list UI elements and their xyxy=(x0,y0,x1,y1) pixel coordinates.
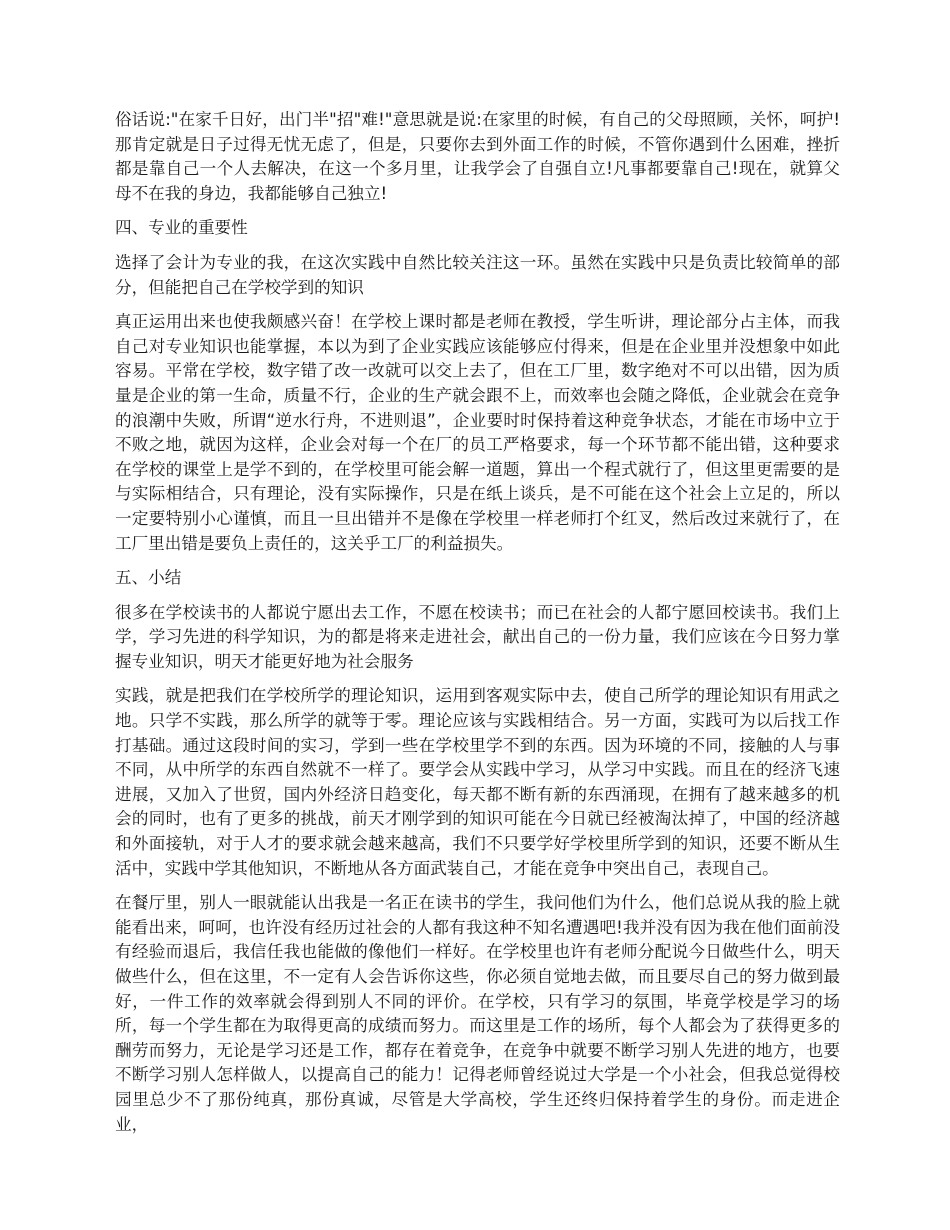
paragraph-summary-1: 很多在学校读书的人都说宁愿出去工作，不愿在校读书；而已在社会的人都宁愿回校读书。我们上学，学习先进的科学知识，为的都是将来走进社会，献出自己的一份力量，我们应该在今日努力掌握专业知识，明天才能更好地为社会服务 xyxy=(115,602,840,671)
paragraph-practice-details: 真正运用出来也使我颇感兴奋！在学校上课时都是老师在教授，学生听讲，理论部分占主体，而我自己对专业知识也能掌握，本以为到了企业实践应该能够应付得来，但是在企业里并没想象中如此容易。平常在学校，数字错了改一改就可以交上去了，但在工厂里，数字绝对不可以出错，因为质量是企业的第一生命，质量不行，企业的生产就会跟不上，而效率也会随之降低，企业就会在竞争的浪潮中失败，所谓“逆水行舟，不进则退”，企业要时时保持着这种竞争状态，才能在市场中立于不败之地，就因为这样，企业会对每一个在厂的员工严格要求，每一个环节都不能出错，这种要求在学校的课堂上是学不到的，在学校里可能会解一道题，算出一个程式就行了，但这里更需要的是与实际相结合，只有理论，没有实际操作，只是在纸上谈兵，是不可能在这个社会上立足的，所以一定要特别小心谨慎，而且一旦出错并不是像在学校里一样老师打个红叉，然后改过来就行了，在工厂里出错是要负上责任的，这关乎工厂的利益损失。 xyxy=(115,312,840,553)
section-heading-5: 五、小结 xyxy=(115,568,182,588)
paragraph-major-choice: 选择了会计为专业的我，在这次实践中自然比较关注这一环。虽然在实践中只是负责比较简单的部分，但能把自己在学校学到的知识 xyxy=(115,252,840,297)
document-body xyxy=(115,108,840,1147)
paragraph-intro: 俗话说:"在家千日好，出门半"招"难!"意思就是说:在家里的时候，有自己的父母照顾，关怀，呵护!那肯定就是日子过得无忧无虑了，但是，只要你去到外面工作的时候，不管你遇到什么困难，挫折都是靠自己一个人去解决，在这一个多月里，让我学会了自强自立!凡事都要靠自己!现在，就算父母不在我的身边，我都能够自己独立! xyxy=(115,110,840,203)
section-heading-4: 四、专业的重要性 xyxy=(115,218,248,238)
paragraph-summary-3: 在餐厅里，别人一眼就能认出我是一名正在读书的学生，我问他们为什么，他们总说从我的脸上就能看出来，呵呵，也许没有经历过社会的人都有我这种不知名遭遇吧!我并没有因为我在他们面前没有经验而退后，我信任我也能做的像他们一样好。在学校里也许有老师分配说今日做些什么，明天做些什么，但在这里，不一定有人会告诉你这些，你必须自觉地去做，而且要尽自己的努力做到最好，一件工作的效率就会得到别人不同的评价。在学校，只有学习的氛围，毕竟学校是学习的场所，每一个学生都在为取得更高的成绩而努力。而这里是工作的场所，每个人都会为了获得更多的酬劳而努力，无论是学习还是工作，都存在着竞争，在竞争中就要不断学习别人先进的地方，也要不断学习别人怎样做人，以提高自己的能力！记得老师曾经说过大学是一个小社会，但我总觉得校园里总少不了那份纯真，那份真诚，尽管是大学高校，学生还终归保持着学生的身份。而走进企业， xyxy=(115,893,840,1134)
paragraph-summary-2: 实践，就是把我们在学校所学的理论知识，运用到客观实际中去，使自己所学的理论知识有用武之地。只学不实践，那么所学的就等于零。理论应该与实践相结合。另一方面，实践可为以后找工作打基础。通过这段时间的实习，学到一些在学校里学不到的东西。因为环境的不同，接触的人与事不同，从中所学的东西自然就不一样了。要学会从实践中学习，从学习中实践。而且在的经济飞速进展，又加入了世贸，国内外经济日趋变化，每天都不断有新的东西涌现，在拥有了越来越多的机会的同时，也有了更多的挑战，前天才刚学到的知识可能在今日就已经被淘汰掉了，中国的经济越和外面接轨，对于人才的要求就会越来越高，我们不只要学好学校里所学到的知识，还要不断从生活中，实践中学其他知识，不断地从各方面武装自己，才能在竞争中突出自己，表现自己。 xyxy=(115,686,840,878)
